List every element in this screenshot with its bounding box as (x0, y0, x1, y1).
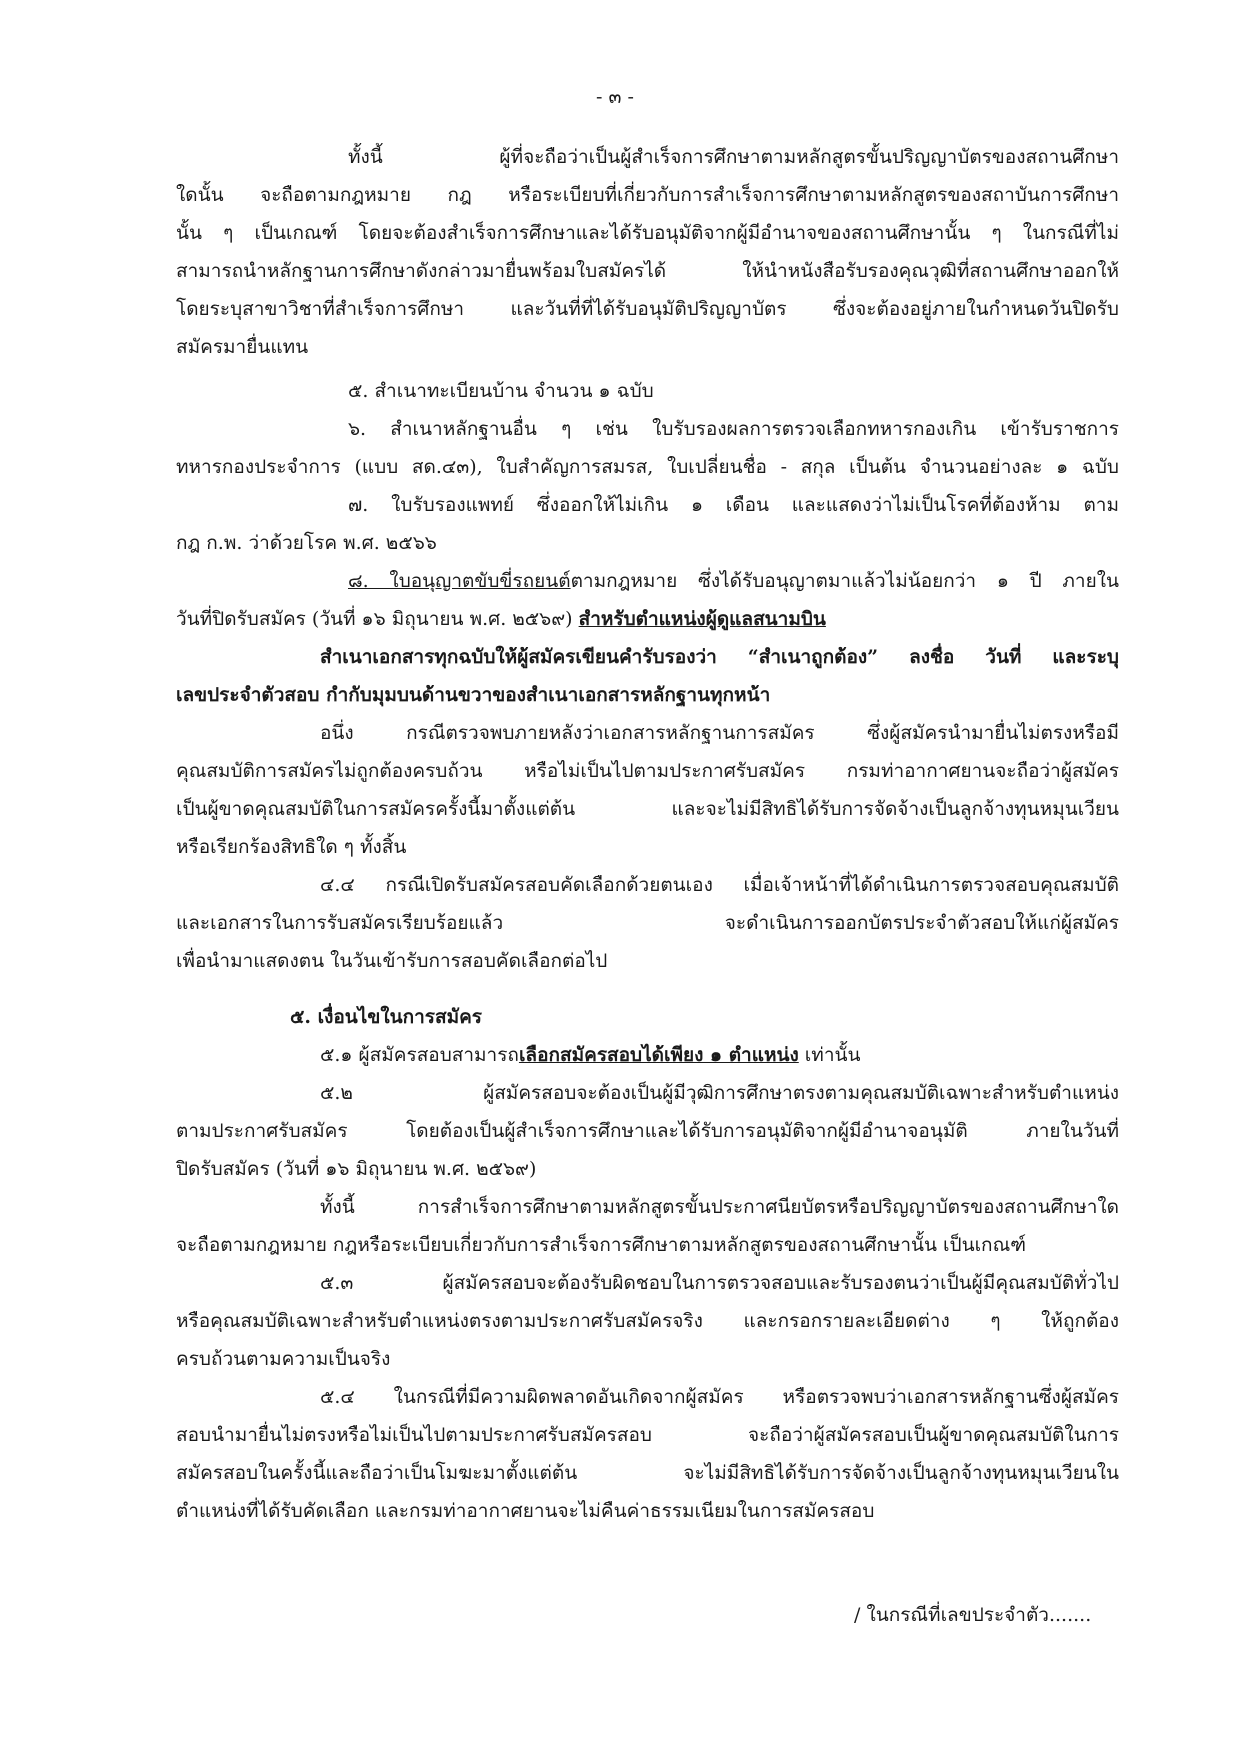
clause-5-1 (320, 1040, 860, 1070)
list-item-6: ๖. สำเนาหลักฐานอื่น ๆ เช่น ใบรับรองผลการตรวจเลือกทหารกองเกิน เข้ารับราชการ (348, 418, 1119, 440)
paragraph-line: สอบนำมายื่นไม่ตรงหรือไม่เป็นไปตามประกาศรับสมัครสอบ จะถือว่าผู้สมัครสอบเป็นผู้ขาดคุณสมบัติในการ (176, 1424, 1119, 1446)
clause-5-2: ๕.๒ ผู้สมัครสอบจะต้องเป็นผู้มีวุฒิการศึกษาตรงตามคุณสมบัติเฉพาะสำหรับตำแหน่ง (320, 1082, 1119, 1104)
clause-5-4: ๕.๔ ในกรณีที่มีความผิดพลาดอันเกิดจากผู้สมัคร หรือตรวจพบว่าเอกสารหลักฐานซึ่งผู้สมัคร (320, 1386, 1119, 1408)
paragraph-line: สมัครมายื่นแทน (176, 336, 309, 358)
paragraph-text: ตามกฎหมาย ซึ่งได้รับอนุญาตมาแล้วไม่น้อยกว่า ๑ ปี ภายใน (570, 570, 1119, 592)
paragraph-line: ทหารกองประจำการ (แบบ สด.๔๓), ใบสำคัญการสมรส, ใบเปลี่ยนชื่อ - สกุล เป็นต้น จำนวนอย่างละ ๑ ฉบับ (176, 456, 1119, 478)
paragraph-line: นั้น ๆ เป็นเกณฑ์ โดยจะต้องสำเร็จการศึกษาและได้รับอนุมัติจากผู้มีอำนาจของสถานศึกษานั้น ๆ ในกรณีที่ไม่ (176, 222, 1119, 244)
paragraph-line (176, 604, 826, 634)
paragraph-line: คุณสมบัติการสมัครไม่ถูกต้องครบถ้วน หรือไม่เป็นไปตามประกาศรับสมัคร กรมท่าอากาศยานจะถือว่าผู้สมัคร (176, 760, 1119, 782)
one-position-limit: เลือกสมัครสอบได้เพียง ๑ ตำแหน่ง (518, 1044, 799, 1066)
paragraph-line: และเอกสารในการรับสมัครเรียบร้อยแล้ว จะดำเนินการออกบัตรประจำตัวสอบให้แก่ผู้สมัคร (176, 912, 1119, 934)
paragraph-line: โดยระบุสาขาวิชาที่สำเร็จการศึกษา และวันที่ที่ได้รับอนุมัติปริญญาบัตร ซึ่งจะต้องอยู่ภายในกำหนดวันปิดรับ (176, 298, 1119, 320)
paragraph-line: ทั้งนี้ ผู้ที่จะถือว่าเป็นผู้สำเร็จการศึกษาตามหลักสูตรขั้นปริญญาบัตรของสถานศึกษา (348, 146, 1119, 168)
paragraph-line: ปิดรับสมัคร (วันที่ ๑๖ มิถุนายน พ.ศ. ๒๕๖๙) (176, 1158, 537, 1180)
paragraph-line: ตำแหน่งที่ได้รับคัดเลือก และกรมท่าอากาศยานจะไม่คืนค่าธรรมเนียมในการสมัครสอบ (176, 1500, 875, 1522)
paragraph-line: ทั้งนี้ การสำเร็จการศึกษาตามหลักสูตรขั้นประกาศนียบัตรหรือปริญญาบัตรของสถานศึกษาใด (320, 1196, 1119, 1218)
paragraph-line: สามารถนำหลักฐานการศึกษาดังกล่าวมายื่นพร้อมใบสมัครได้ ให้นำหนังสือรับรองคุณวุฒิที่สถานศึกษาออกให้ (176, 260, 1119, 282)
paragraph-line: ใดนั้น จะถือตามกฎหมาย กฎ หรือระเบียบที่เกี่ยวกับการสำเร็จการศึกษาตามหลักสูตรของสถาบันการศึกษา (176, 184, 1119, 206)
license-requirement: ๘. ใบอนุญาตขับขี่รถยนต์ (348, 570, 571, 592)
paragraph-line: ครบถ้วนตามความเป็นจริง (176, 1348, 391, 1370)
list-item-8 (348, 566, 1119, 596)
paragraph-text: เท่านั้น (798, 1044, 861, 1066)
section-5-heading: ๕. เงื่อนไขในการสมัคร (290, 1006, 483, 1028)
paragraph-line: สมัครสอบในครั้งนี้และถือว่าเป็นโมฆะมาตั้งแต่ต้น จะไม่มีสิทธิได้รับการจัดจ้างเป็นลูกจ้างทุนหมุนเวียนใน (176, 1462, 1119, 1484)
clause-4-4: ๔.๔ กรณีเปิดรับสมัครสอบคัดเลือกด้วยตนเอง เมื่อเจ้าหน้าที่ได้ดำเนินการตรวจสอบคุณสมบัติ (320, 874, 1119, 896)
position-airport-caretaker: สำหรับตำแหน่งผู้ดูแลสนามบิน (578, 608, 826, 630)
paragraph-line: หรือเรียกร้องสิทธิใด ๆ ทั้งสิ้น (176, 836, 407, 858)
paragraph-text: วันที่ปิดรับสมัคร (วันที่ ๑๖ มิถุนายน พ.ศ. ๒๕๖๙) (176, 608, 579, 630)
page-number: - ๓ - (596, 86, 634, 108)
paragraph-line: ตามประกาศรับสมัคร โดยต้องเป็นผู้สำเร็จการศึกษาและได้รับการอนุมัติจากผู้มีอำนาจอนุมัติ ภายในวันที่ (176, 1120, 1119, 1142)
paragraph-line: เพื่อนำมาแสดงตน ในวันเข้ารับการสอบคัดเลือกต่อไป (176, 950, 608, 972)
clause-5-3: ๕.๓ ผู้สมัครสอบจะต้องรับผิดชอบในการตรวจสอบและรับรองตนว่าเป็นผู้มีคุณสมบัติทั่วไป (320, 1272, 1119, 1294)
list-item-7: ๗. ใบรับรองแพทย์ ซึ่งออกให้ไม่เกิน ๑ เดือน และแสดงว่าไม่เป็นโรคที่ต้องห้าม ตาม (348, 494, 1119, 516)
paragraph-line: หรือคุณสมบัติเฉพาะสำหรับตำแหน่งตรงตามประกาศรับสมัครจริง และกรอกรายละเอียดต่าง ๆ ให้ถูกต้อง (176, 1310, 1119, 1332)
list-item-5: ๕. สำเนาทะเบียนบ้าน จำนวน ๑ ฉบับ (348, 380, 654, 402)
continuation-note: / ในกรณีที่เลขประจำตัว....... (854, 1604, 1092, 1626)
paragraph-line: จะถือตามกฎหมาย กฎหรือระเบียบเกี่ยวกับการสำเร็จการศึกษาตามหลักสูตรของสถานศึกษานั้น เป็นเกณฑ์ (176, 1234, 1026, 1256)
certification-note: เลขประจำตัวสอบ กำกับมุมบนด้านขวาของสำเนาเอกสารหลักฐานทุกหน้า (176, 684, 771, 706)
paragraph-line: กฎ ก.พ. ว่าด้วยโรค พ.ศ. ๒๕๖๖ (176, 532, 437, 554)
paragraph-line: เป็นผู้ขาดคุณสมบัติในการสมัครครั้งนี้มาตั้งแต่ต้น และจะไม่มีสิทธิได้รับการจัดจ้างเป็นลูกจ้างทุนหมุนเวียน (176, 798, 1119, 820)
certification-note: สำเนาเอกสารทุกฉบับให้ผู้สมัครเขียนคำรับรองว่า “สำเนาถูกต้อง” ลงชื่อ วันที่ และระบุ (320, 646, 1119, 668)
paragraph-line: อนึ่ง กรณีตรวจพบภายหลังว่าเอกสารหลักฐานการสมัคร ซึ่งผู้สมัครนำมายื่นไม่ตรงหรือมี (320, 722, 1119, 744)
paragraph-text: ๕.๑ ผู้สมัครสอบสามารถ (320, 1044, 519, 1066)
